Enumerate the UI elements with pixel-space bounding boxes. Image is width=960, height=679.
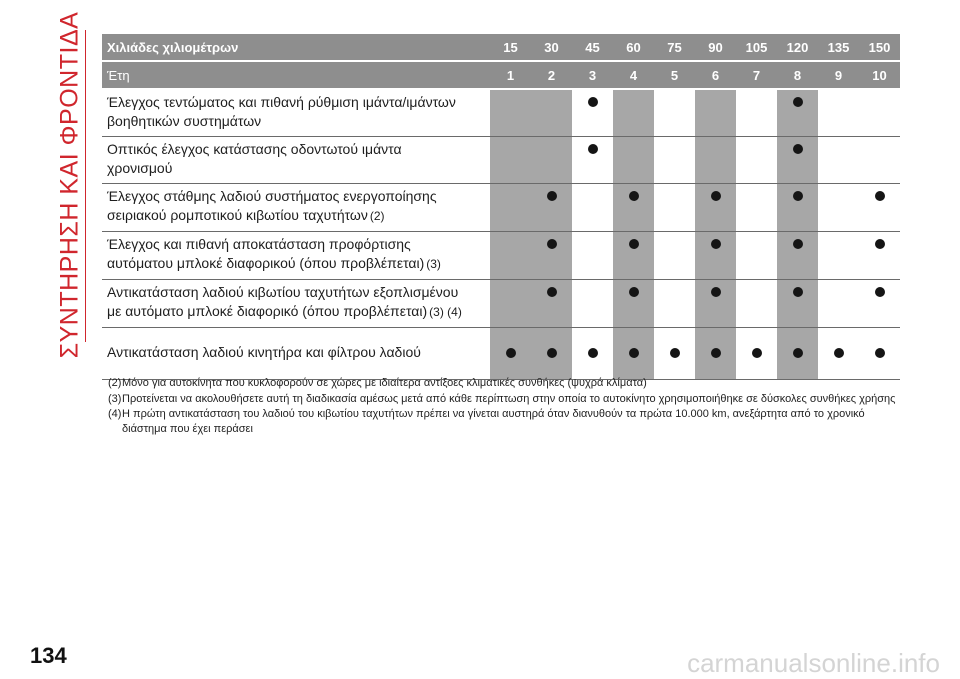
row-description-line1: Αντικατάσταση λαδιού κιβωτίου ταχυτήτων εξοπλισμένου <box>107 284 459 300</box>
schedule-row <box>102 328 900 380</box>
schedule-cell-150 <box>859 232 900 280</box>
service-dot-icon <box>629 287 639 297</box>
footnote-number: (2) <box>108 377 122 389</box>
schedule-cell-105 <box>736 89 777 137</box>
row-description-line1: Έλεγχος και πιθανή αποκατάσταση προφόρτισης <box>107 236 411 252</box>
schedule-cell-45 <box>572 89 613 137</box>
footnotes <box>108 376 900 437</box>
service-dot-icon <box>875 348 885 358</box>
schedule-cell-105 <box>736 280 777 328</box>
schedule-cell-45 <box>572 232 613 280</box>
schedule-cell-120 <box>777 280 818 328</box>
header-year-6: 6 <box>695 61 736 89</box>
schedule-cell-75 <box>654 184 695 232</box>
service-dot-icon <box>506 348 516 358</box>
page-number: 134 <box>30 643 67 668</box>
header-year-5: 5 <box>654 61 695 89</box>
schedule-cell-150 <box>859 137 900 184</box>
schedule-cell-30 <box>531 137 572 184</box>
footnote-text: Η πρώτη αντικατάσταση του λαδιού του κιβωτίου ταχυτήτων πρέπει να γίνεται αυστηρά όταν διανυθούν τα πρώτα 10.000 km, ανεξάρτητα από το χρονικό διάστημα που έχει περάσει <box>122 408 865 435</box>
schedule-cell-150 <box>859 89 900 137</box>
schedule-cell-45 <box>572 184 613 232</box>
schedule-cell-90 <box>695 232 736 280</box>
schedule-cell-120 <box>777 184 818 232</box>
schedule-cell-75 <box>654 137 695 184</box>
header-row-km <box>102 34 900 61</box>
service-dot-icon <box>793 191 803 201</box>
footnote-text: Μόνο για αυτοκίνητα που κυκλοφορούν σε χώρες με ιδιαίτερα αντίξοες κλιματικές συνθήκες (ψυχρά κλίματα) <box>122 377 647 389</box>
row-description-line2: αυτόματου μπλοκέ διαφορικού (όπου προβλέπεται) <box>107 255 425 271</box>
service-dot-icon <box>793 144 803 154</box>
schedule-cell-105 <box>736 232 777 280</box>
footnote-reference: (3) <box>426 257 441 271</box>
schedule-cell-30 <box>531 280 572 328</box>
schedule-cell-15 <box>490 328 531 380</box>
row-description-line1: Οπτικός έλεγχος κατάστασης οδοντωτού ιμάντα <box>107 141 402 157</box>
service-dot-icon <box>711 348 721 358</box>
header-km-90: 90 <box>695 34 736 61</box>
schedule-cell-60 <box>613 89 654 137</box>
row-description-line2: χρονισμού <box>107 160 173 176</box>
service-dot-icon <box>834 348 844 358</box>
schedule-cell-30 <box>531 328 572 380</box>
row-description <box>102 89 490 137</box>
schedule-row <box>102 232 900 280</box>
footnote <box>108 376 900 391</box>
footnote-number: (4) <box>108 408 122 420</box>
schedule-cell-105 <box>736 137 777 184</box>
section-side-title-text: ΣΥΝΤΗΡΗΣΗ ΚΑΙ ΦΡΟΝΤΙΔΑ <box>55 11 84 359</box>
header-km-105: 105 <box>736 34 777 61</box>
schedule-cell-135 <box>818 280 859 328</box>
schedule-cell-120 <box>777 89 818 137</box>
header-km-15: 15 <box>490 34 531 61</box>
header-year-9: 9 <box>818 61 859 89</box>
header-km-45: 45 <box>572 34 613 61</box>
service-dot-icon <box>588 97 598 107</box>
schedule-cell-150 <box>859 328 900 380</box>
schedule-cell-135 <box>818 184 859 232</box>
schedule-cell-60 <box>613 137 654 184</box>
service-dot-icon <box>629 348 639 358</box>
row-description-line2-wrap <box>107 159 486 178</box>
schedule-cell-90 <box>695 89 736 137</box>
section-side-line <box>85 30 86 342</box>
schedule-cell-15 <box>490 280 531 328</box>
schedule-cell-120 <box>777 232 818 280</box>
header-year-10: 10 <box>859 61 900 89</box>
row-description-line2-wrap <box>107 206 486 226</box>
header-years-label: Έτη <box>102 61 490 89</box>
schedule-cell-15 <box>490 232 531 280</box>
schedule-cell-120 <box>777 137 818 184</box>
service-dot-icon <box>629 191 639 201</box>
schedule-cell-105 <box>736 184 777 232</box>
schedule-cell-120 <box>777 328 818 380</box>
header-year-4: 4 <box>613 61 654 89</box>
header-km-30: 30 <box>531 34 572 61</box>
watermark: carmanualsonline.info <box>687 648 940 678</box>
header-year-7: 7 <box>736 61 777 89</box>
row-description-line2-wrap <box>107 254 486 274</box>
schedule-cell-30 <box>531 184 572 232</box>
header-km-label: Χιλιάδες χιλιομέτρων <box>102 34 490 61</box>
service-dot-icon <box>875 191 885 201</box>
schedule-cell-75 <box>654 280 695 328</box>
service-dot-icon <box>711 239 721 249</box>
service-dot-icon <box>752 348 762 358</box>
schedule-row <box>102 89 900 137</box>
schedule-cell-30 <box>531 232 572 280</box>
section-side-title <box>55 11 84 359</box>
service-dot-icon <box>547 348 557 358</box>
schedule-cell-105 <box>736 328 777 380</box>
service-dot-icon <box>875 239 885 249</box>
footnote-reference: (3) (4) <box>429 305 462 319</box>
schedule-cell-90 <box>695 328 736 380</box>
row-description <box>102 280 490 328</box>
schedule-cell-45 <box>572 328 613 380</box>
service-dot-icon <box>793 97 803 107</box>
table-body <box>102 34 900 380</box>
footnote <box>108 407 900 436</box>
schedule-row <box>102 137 900 184</box>
schedule-cell-60 <box>613 328 654 380</box>
schedule-cell-15 <box>490 89 531 137</box>
service-dot-icon <box>793 287 803 297</box>
row-description <box>102 137 490 184</box>
schedule-cell-30 <box>531 89 572 137</box>
schedule-cell-135 <box>818 89 859 137</box>
header-km-75: 75 <box>654 34 695 61</box>
service-dot-icon <box>670 348 680 358</box>
row-description-line1: Έλεγχος τεντώματος και πιθανή ρύθμιση ιμάντα/ιμάντων <box>107 94 456 110</box>
row-description-line2: με αυτόματο μπλοκέ διαφορικό (όπου προβλέπεται) <box>107 303 428 319</box>
schedule-cell-60 <box>613 184 654 232</box>
header-km-150: 150 <box>859 34 900 61</box>
row-description <box>102 232 490 280</box>
schedule-cell-150 <box>859 184 900 232</box>
footnote-number: (3) <box>108 392 122 405</box>
footnote <box>108 392 900 407</box>
row-description-line1: Αντικατάσταση λαδιού κινητήρα και φίλτρου λαδιού <box>107 344 421 360</box>
header-year-8: 8 <box>777 61 818 89</box>
service-dot-icon <box>588 144 598 154</box>
header-year-1: 1 <box>490 61 531 89</box>
schedule-cell-15 <box>490 137 531 184</box>
row-description-line2: σειριακού ρομποτικού κιβωτίου ταχυτήτων <box>107 207 368 223</box>
row-description <box>102 328 490 380</box>
schedule-row <box>102 280 900 328</box>
service-dot-icon <box>547 191 557 201</box>
header-year-2: 2 <box>531 61 572 89</box>
row-description-line2: βοηθητικών συστημάτων <box>107 113 262 129</box>
service-dot-icon <box>588 348 598 358</box>
row-description-line1: Έλεγχος στάθμης λαδιού συστήματος ενεργοποίησης <box>107 188 437 204</box>
schedule-row <box>102 184 900 232</box>
schedule-cell-45 <box>572 280 613 328</box>
schedule-cell-60 <box>613 232 654 280</box>
service-dot-icon <box>547 287 557 297</box>
footnote-text: Προτείνεται να ακολουθήσετε αυτή τη διαδικασία αμέσως μετά από κάθε περίπτωση στην οποία το αυτοκίνητο χρησιμοποιήθηκε σε δύσκολες συνθήκες χρήσης <box>122 392 896 405</box>
row-description-line2-wrap <box>107 112 486 131</box>
schedule-cell-90 <box>695 184 736 232</box>
maintenance-schedule-table <box>102 34 900 380</box>
footnote-reference: (2) <box>369 209 385 223</box>
service-dot-icon <box>711 191 721 201</box>
schedule-cell-75 <box>654 328 695 380</box>
service-dot-icon <box>793 239 803 249</box>
service-dot-icon <box>629 239 639 249</box>
row-description-line2-wrap <box>107 302 486 322</box>
row-description <box>102 184 490 232</box>
header-km-120: 120 <box>777 34 818 61</box>
service-dot-icon <box>793 348 803 358</box>
service-dot-icon <box>711 287 721 297</box>
schedule-cell-45 <box>572 137 613 184</box>
schedule-cell-135 <box>818 137 859 184</box>
schedule-cell-135 <box>818 232 859 280</box>
header-km-135: 135 <box>818 34 859 61</box>
header-km-60: 60 <box>613 34 654 61</box>
schedule-cell-150 <box>859 280 900 328</box>
service-dot-icon <box>547 239 557 249</box>
header-row-years <box>102 61 900 89</box>
service-dot-icon <box>875 287 885 297</box>
schedule-cell-90 <box>695 137 736 184</box>
schedule-cell-15 <box>490 184 531 232</box>
schedule-cell-60 <box>613 280 654 328</box>
header-year-3: 3 <box>572 61 613 89</box>
schedule-cell-75 <box>654 232 695 280</box>
schedule-cell-75 <box>654 89 695 137</box>
schedule-cell-135 <box>818 328 859 380</box>
schedule-cell-90 <box>695 280 736 328</box>
